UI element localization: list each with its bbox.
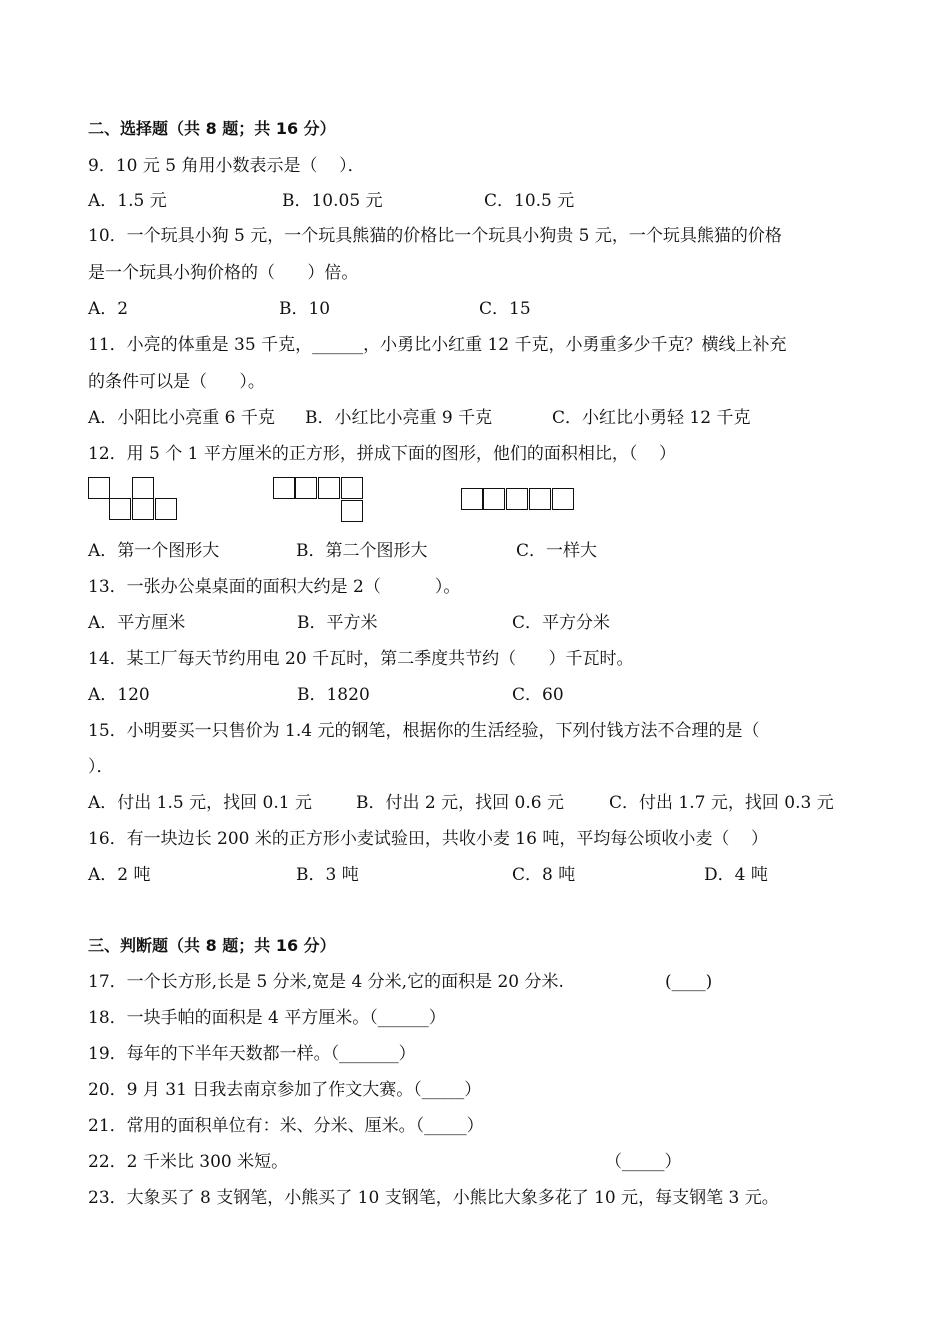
q10-option-a: A．2	[88, 299, 129, 319]
q11-option-c: C．小红比小勇轻 12 千克	[552, 408, 751, 428]
q14-option-a: A．120	[88, 685, 150, 705]
question-21: 21．常用的面积单位有：米、分米、厘米。（_____）	[88, 1116, 484, 1136]
q17-answer-blank: (____)	[665, 972, 713, 992]
q16-option-c: C．8 吨	[512, 865, 576, 885]
question-10-cont: 是一个玩具小狗价格的（ ）倍。	[88, 263, 359, 283]
question-20: 20．9 月 31 日我去南京参加了作文大赛。（_____）	[88, 1080, 482, 1100]
q13-option-a: A．平方厘米	[88, 613, 186, 633]
question-15-cont: ）．	[88, 757, 114, 777]
q14-option-c: C．60	[512, 685, 564, 705]
question-10: 10．一个玩具小狗 5 元，一个玩具熊猫的价格比一个玩具小狗贵 5 元，一个玩具熊猫的价格	[88, 226, 782, 246]
q13-option-c: C．平方分米	[512, 613, 611, 633]
question-11-cont: 的条件可以是（ ）。	[88, 372, 265, 392]
question-13: 13．一张办公桌桌面的面积大约是 2（ ）。	[88, 577, 461, 597]
question-12: 12．用 5 个 1 平方厘米的正方形，拼成下面的图形，他们的面积相比，（ ）	[88, 444, 676, 464]
q10-option-c: C．15	[479, 299, 531, 319]
q11-option-b: B．小红比小亮重 9 千克	[305, 408, 493, 428]
question-22: 22．2 千米比 300 米短。	[88, 1152, 289, 1172]
q22-answer-blank: （_____）	[605, 1152, 682, 1172]
question-23: 23．大象买了 8 支钢笔，小熊买了 10 支钢笔，小熊比大象多花了 10 元，每支钢笔 3 元。	[88, 1188, 779, 1208]
question-9: 9．10 元 5 角用小数表示是（ ）．	[88, 156, 365, 176]
q16-option-d: D．4 吨	[704, 865, 768, 885]
q12-option-a: A．第一个图形大	[88, 541, 220, 561]
q16-option-a: A．2 吨	[88, 865, 151, 885]
question-18: 18．一块手帕的面积是 4 平方厘米。（______）	[88, 1008, 446, 1028]
question-14: 14．某工厂每天节约用电 20 千瓦时，第二季度共节约（ ）千瓦时。	[88, 649, 634, 669]
question-17: 17．一个长方形,长是 5 分米,宽是 4 分米,它的面积是 20 分米.	[88, 972, 564, 992]
q12-option-c: C．一样大	[516, 541, 598, 561]
q15-option-c: C．付出 1.7 元，找回 0.3 元	[609, 793, 834, 813]
question-19: 19．每年的下半年天数都一样。（_______）	[88, 1044, 416, 1064]
q15-option-a: A．付出 1.5 元，找回 0.1 元	[88, 793, 312, 813]
q9-option-b: B．10.05 元	[282, 191, 383, 211]
q10-option-b: B．10	[279, 299, 331, 319]
q9-option-a: A．1.5 元	[88, 191, 167, 211]
question-16: 16．有一块边长 200 米的正方形小麦试验田，共收小麦 16 吨，平均每公顷收小麦（ ）	[88, 829, 768, 849]
q11-option-a: A．小阳比小亮重 6 千克	[88, 408, 275, 428]
q13-option-b: B．平方米	[297, 613, 378, 633]
q12-option-b: B．第二个图形大	[296, 541, 428, 561]
question-15: 15．小明要买一只售价为 1.4 元的钢笔，根据你的生活经验，下列付钱方法不合理的是（	[88, 721, 760, 741]
q9-option-c: C．10.5 元	[484, 191, 575, 211]
q14-option-b: B．1820	[297, 685, 370, 705]
q16-option-b: B．3 吨	[296, 865, 359, 885]
section-heading-judgement: 三、判断题（共 8 题；共 16 分）	[88, 936, 336, 955]
section-heading-choice: 二、选择题（共 8 题；共 16 分）	[88, 119, 336, 138]
q15-option-b: B．付出 2 元，找回 0.6 元	[356, 793, 564, 813]
question-11: 11．小亮的体重是 35 千克，______，小勇比小红重 12 千克，小勇重多少千克？横线上补充	[88, 335, 787, 355]
